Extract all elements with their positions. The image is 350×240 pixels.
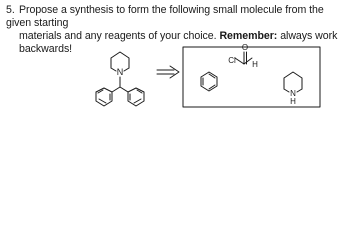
amine-hydrogen-label: H xyxy=(290,97,296,106)
benzene-ring xyxy=(201,72,217,91)
left-aryl-bond xyxy=(112,87,120,92)
question-number: 5. xyxy=(6,4,15,16)
question-line-2-prefix: materials and any reagents of your choice. xyxy=(19,30,217,42)
question-line-2-suffix: always work backwards! xyxy=(19,30,338,55)
remember-label: Remember: xyxy=(219,30,278,42)
aldehyde-hydrogen-label: H xyxy=(252,60,258,69)
piperidine-ring xyxy=(111,52,129,77)
piperidine-reagent xyxy=(284,72,302,106)
target-molecule xyxy=(96,52,144,106)
right-phenyl-ring xyxy=(128,88,144,106)
question-line-1-text: Propose a synthesis to form the following small molecule from the given starting xyxy=(6,4,324,29)
amine-nitrogen-label: N xyxy=(290,89,296,98)
starting-materials-box xyxy=(183,43,320,107)
retrosynthesis-arrow-icon xyxy=(157,66,179,78)
oxygen-label: O xyxy=(241,43,249,52)
piperidine-nitrogen-label: N xyxy=(116,67,124,77)
left-phenyl-ring xyxy=(96,88,112,106)
chlorine-label: Cl xyxy=(228,56,236,65)
right-aryl-bond xyxy=(120,87,128,92)
